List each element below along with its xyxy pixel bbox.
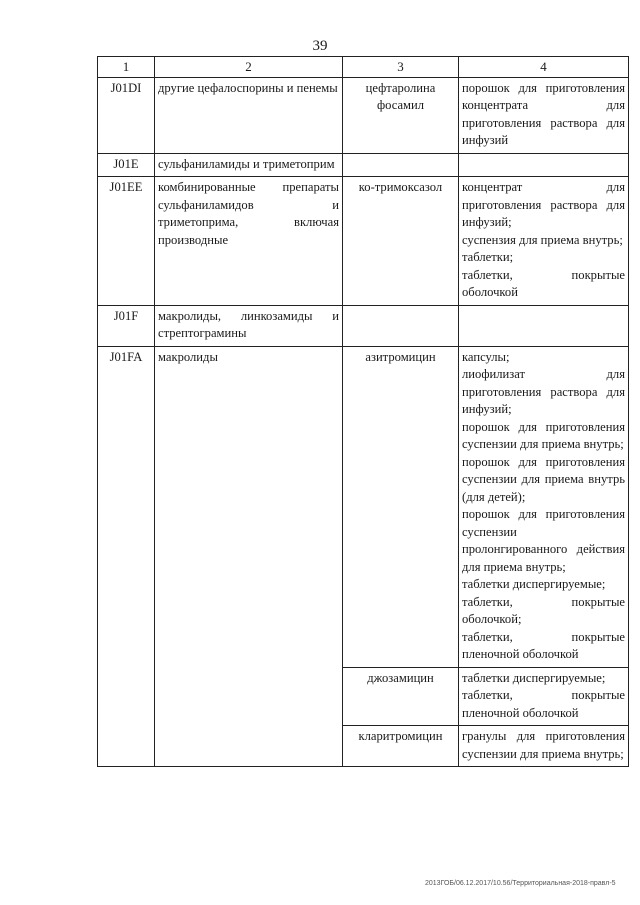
drug-name-cell: ко-тримоксазол: [343, 177, 459, 306]
page-number: 39: [312, 38, 328, 54]
table-row: [98, 77, 629, 153]
table-row: [98, 346, 629, 667]
document-footer: 2013ГОБ/06.12.2017/10.56/Территориальная-2018-правл-5: [425, 880, 616, 887]
drug-name-cell: кларитромицин: [343, 726, 459, 767]
dosage-form: таблетки диспергируемые;: [462, 670, 606, 685]
drug-name-cell: [343, 153, 459, 177]
dosage-forms-cell: [459, 153, 629, 177]
dosage-forms-cell: [459, 726, 629, 767]
drug-list-table: [97, 56, 629, 767]
dosage-form: порошок для приготовления концентрата для приготовления раствора для инфузий: [462, 80, 625, 147]
dosage-form: таблетки, покрытые пленочной оболочкой: [462, 688, 625, 720]
dosage-form: лиофилизат для приготовления раствора для инфузий;: [462, 367, 625, 416]
column-header-2: 2: [155, 57, 343, 78]
table-row: [98, 177, 629, 306]
drug-name-cell: джозамицин: [343, 667, 459, 726]
dosage-form: таблетки диспергируемые;: [462, 577, 606, 591]
dosage-form: суспензия для приема внутрь;: [462, 232, 623, 247]
dosage-form: порошок для приготовления суспензии для приема внутрь;: [462, 419, 625, 451]
atc-group-cell: другие цефалоспорины и пенемы: [155, 77, 343, 153]
dosage-form: таблетки, покрытые пленочной оболочкой: [462, 629, 625, 661]
atc-code-cell: J01FA: [98, 346, 155, 767]
atc-group-cell: комбинированные препараты сульфаниламидов и триметоприма, включая производные: [155, 177, 343, 306]
dosage-forms-cell: [459, 177, 629, 306]
atc-group-cell: сульфаниламиды и триметоприм: [155, 153, 343, 177]
atc-code-cell: J01F: [98, 305, 155, 346]
table-row: [98, 305, 629, 346]
dosage-form: концентрат для приготовления раствора для инфузий;: [462, 180, 625, 229]
dosage-form: таблетки, покрытые оболочкой;: [462, 594, 625, 626]
table-row: [98, 153, 629, 177]
drug-name-cell: цефтаролина фосамил: [343, 77, 459, 153]
dosage-form: капсулы;: [462, 349, 510, 364]
table-body: [98, 57, 629, 767]
dosage-forms-cell: [459, 346, 629, 667]
column-header-4: 4: [459, 57, 629, 78]
dosage-form: порошок для приготовления суспензии для приема внутрь (для детей);: [462, 454, 625, 504]
dosage-form: гранулы для приготовления суспензии для приема внутрь;: [462, 729, 625, 761]
dosage-form: порошок для приготовления суспензии пролонгированного действия для приема внутрь;: [462, 507, 625, 574]
dosage-forms-cell: [459, 77, 629, 153]
table-header-row: [98, 57, 629, 78]
atc-group-cell: макролиды, линкозамиды и стрептограмины: [155, 305, 343, 346]
dosage-form: таблетки;: [462, 250, 514, 264]
atc-code-cell: J01EE: [98, 177, 155, 306]
column-header-1: 1: [98, 57, 155, 78]
dosage-forms-cell: [459, 305, 629, 346]
atc-code-cell: J01E: [98, 153, 155, 177]
dosage-form: таблетки, покрытые оболочкой: [462, 267, 625, 299]
dosage-forms-cell: [459, 667, 629, 726]
drug-name-cell: [343, 305, 459, 346]
drug-name-cell: азитромицин: [343, 346, 459, 667]
atc-code-cell: J01DI: [98, 77, 155, 153]
column-header-3: 3: [343, 57, 459, 78]
atc-group-cell: макролиды: [155, 346, 343, 767]
